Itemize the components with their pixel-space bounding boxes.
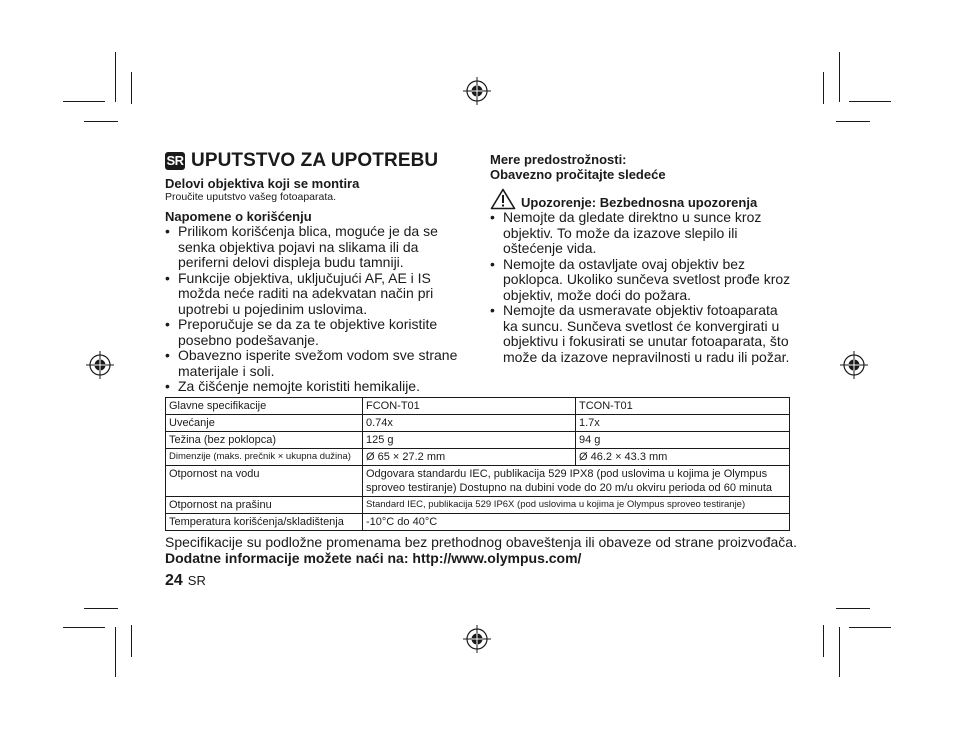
table-header-cell: Glavne specifikacije xyxy=(166,398,363,415)
section-heading-lens-parts: Delovi objektiva koji se montira xyxy=(165,176,360,191)
page-header xyxy=(165,150,438,172)
crop-mark xyxy=(849,101,891,102)
crop-mark xyxy=(84,121,118,122)
crop-mark xyxy=(836,121,870,122)
warnings-list xyxy=(490,210,795,365)
warning-triangle-icon xyxy=(490,188,516,210)
precautions-subheading: Obavezno pročitajte sledeće xyxy=(490,167,666,182)
crop-mark xyxy=(836,608,870,609)
spec-table xyxy=(165,397,790,531)
table-cell: Otpornost na vodu xyxy=(166,466,363,497)
table-cell: Težina (bez poklopca) xyxy=(166,432,363,449)
page-language-code: SR xyxy=(187,573,206,588)
table-row xyxy=(166,415,790,432)
table-cell: -10°C do 40°C xyxy=(363,514,790,531)
table-cell: Standard IEC, publikacija 529 IP6X (pod uslovima u kojima je Olympus sproveo testiranje) xyxy=(363,497,790,514)
table-cell: 94 g xyxy=(576,432,790,449)
table-cell: Ø 65 × 27.2 mm xyxy=(363,449,576,466)
footer-notes xyxy=(165,534,797,566)
table-cell: Temperatura korišćenja/skladištenja xyxy=(166,514,363,531)
table-row xyxy=(166,449,790,466)
section-note: Proučite uputstvo vašeg fotoaparata. xyxy=(165,191,337,203)
list-item: • Nemojte da usmeravate objektiv fotoaparata ka suncu. Sunčeva svetlost će konvergirati u objektivu i fokusirati se unutar fotoaparata, što može da izazove nepravilnosti u radu ili požar. xyxy=(490,303,795,365)
crop-mark xyxy=(115,52,116,102)
list-item: • Prilikom korišćenja blica, moguće je da se senka objektiva pojavi na slikama ili da periferni delovi displeja budu tamniji. xyxy=(165,224,465,271)
crop-mark xyxy=(839,52,840,102)
crop-mark xyxy=(823,72,824,104)
table-row xyxy=(166,466,790,497)
registration-mark-icon xyxy=(463,625,491,653)
list-item: • Funkcije objektiva, uključujući AF, AE i IS možda neće raditi na adekvatan način pri upotrebi u pojedinim uslovima. xyxy=(165,271,465,318)
table-cell: 1.7x xyxy=(576,415,790,432)
table-cell: Odgovara standardu IEC, publikacija 529 IPX8 (pod uslovima u kojima je Olympus sproveo testiranje) Dostupno na dubini vode do 20 m/u okviru perioda od 60 minuta xyxy=(363,466,790,497)
table-header-cell: FCON-T01 xyxy=(363,398,576,415)
table-cell: 125 g xyxy=(363,432,576,449)
page-title: UPUTSTVO ZA UPOTREBU xyxy=(191,150,439,171)
page-number-value: 24 xyxy=(165,572,183,589)
table-cell: Ø 46.2 × 43.3 mm xyxy=(576,449,790,466)
table-row xyxy=(166,497,790,514)
crop-mark xyxy=(823,625,824,657)
page-number xyxy=(165,572,206,590)
crop-mark xyxy=(849,627,891,628)
list-item: • Za čišćenje nemojte koristiti hemikalije. xyxy=(165,379,465,395)
table-cell: Dimenzije (maks. prečnik × ukupna dužina) xyxy=(166,449,363,466)
crop-mark xyxy=(63,627,105,628)
right-column xyxy=(490,152,795,365)
warning-heading-row xyxy=(490,188,795,210)
registration-mark-icon xyxy=(86,351,114,379)
crop-mark xyxy=(131,625,132,657)
crop-mark xyxy=(131,72,132,104)
warning-heading: Upozorenje: Bezbednosna upozorenja xyxy=(521,195,758,210)
footer-disclaimer: Specifikacije su podložne promenama bez prethodnog obaveštenja ili obaveze od strane proizvođača. xyxy=(165,534,797,550)
usage-notes-list xyxy=(165,224,465,395)
crop-mark xyxy=(115,627,116,677)
list-item: • Nemojte da ostavljate ovaj objektiv bez poklopca. Ukoliko sunčeva svetlost prođe kroz objektiv, može doći do požara. xyxy=(490,257,795,304)
precautions-heading: Mere predostrožnosti: xyxy=(490,152,627,167)
section-heading-usage-notes: Napomene o korišćenju xyxy=(165,209,312,224)
footer-more-info: Dodatne informacije možete naći na: http://www.olympus.com/ xyxy=(165,550,582,566)
table-cell: Otpornost na prašinu xyxy=(166,497,363,514)
list-item: • Obavezno isperite svežom vodom sve strane materijale i soli. xyxy=(165,348,465,379)
table-row xyxy=(166,432,790,449)
registration-mark-icon xyxy=(463,77,491,105)
left-column xyxy=(165,176,465,395)
table-cell: 0.74x xyxy=(363,415,576,432)
table-row xyxy=(166,514,790,531)
registration-mark-icon xyxy=(840,351,868,379)
crop-mark xyxy=(63,101,105,102)
list-item: • Preporučuje se da za te objektive koristite posebno podešavanje. xyxy=(165,317,465,348)
crop-mark xyxy=(84,608,118,609)
list-item: • Nemojte da gledate direktno u sunce kroz objektiv. To može da izazove slepilo ili oštećenje vida. xyxy=(490,210,795,257)
crop-mark xyxy=(839,627,840,677)
table-cell: Uvećanje xyxy=(166,415,363,432)
table-header-row xyxy=(166,398,790,415)
table-header-cell: TCON-T01 xyxy=(576,398,790,415)
language-badge: SR xyxy=(166,153,184,168)
